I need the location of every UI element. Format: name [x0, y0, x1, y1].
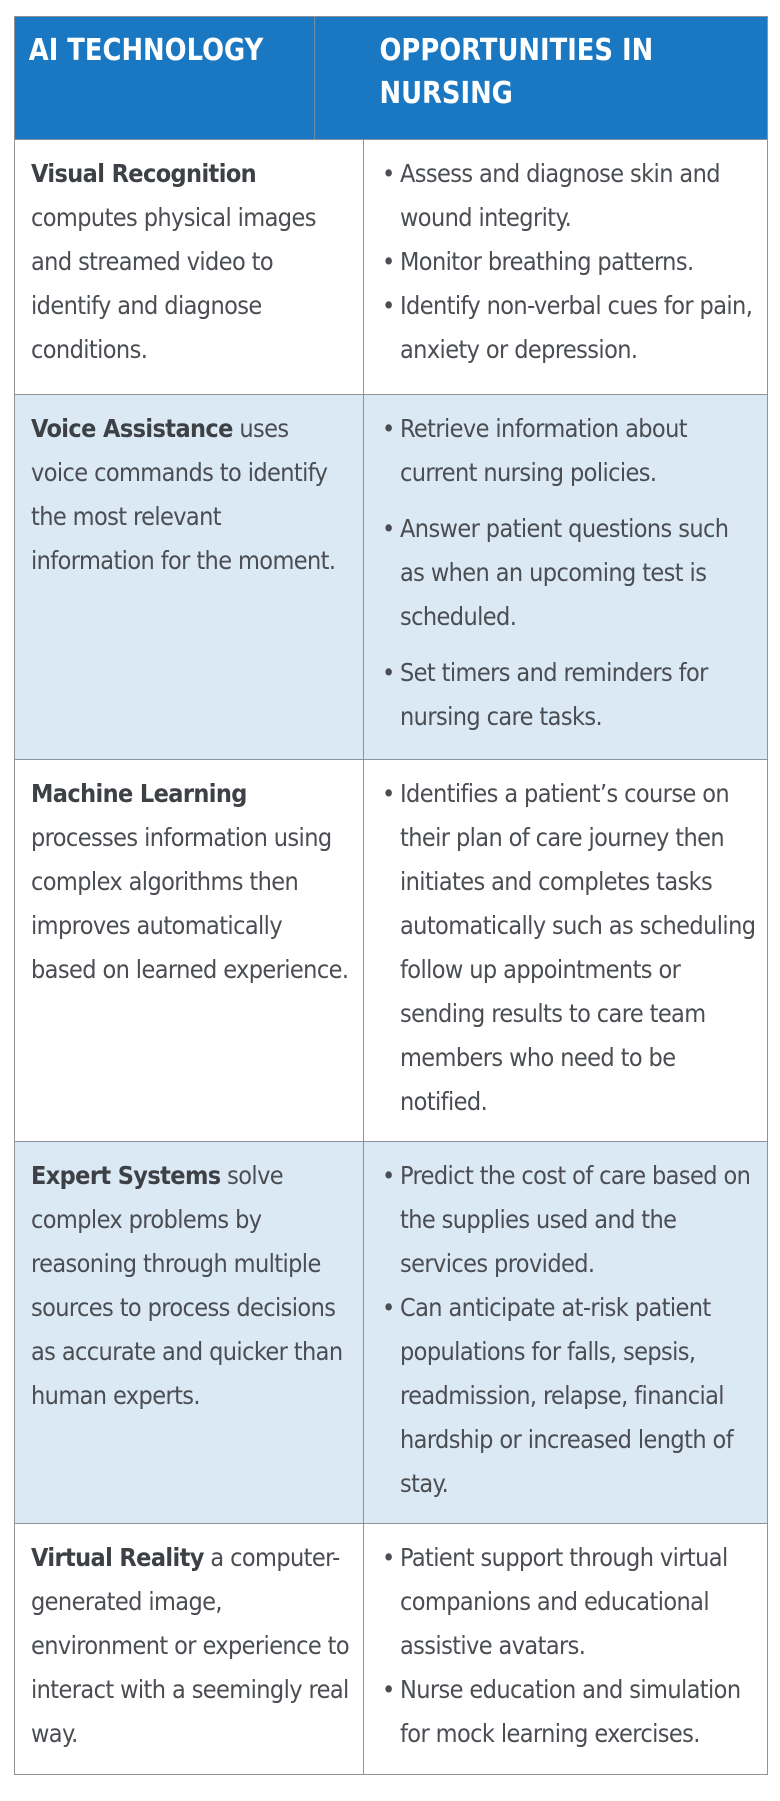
technology-term: Virtual Reality [31, 1543, 204, 1572]
technology-term: Visual Recognition [31, 159, 257, 188]
technology-term: Voice Assistance [31, 414, 233, 443]
opportunities-cell [364, 1142, 767, 1523]
ai-nursing-table [14, 16, 768, 1775]
list-item: • Answer patient questions such as when an upcoming test is scheduled. [382, 507, 757, 639]
technology-description: computes physical images and streamed video to identify and diagnose conditions. [31, 203, 316, 364]
opportunities-list [382, 407, 757, 739]
table-row [15, 395, 767, 760]
technology-description: uses voice commands to identify the most relevant information for the moment. [31, 414, 336, 575]
header-ai-technology-label: AI TECHNOLOGY [28, 33, 264, 68]
list-item: • Predict the cost of care based on the supplies used and the services provided. [382, 1154, 757, 1286]
opportunities-list [382, 152, 757, 372]
header-opportunities [364, 17, 711, 139]
technology-description: a computer-generated image, environment or experience to interact with a seemingly real way. [31, 1543, 350, 1748]
table-row [15, 760, 767, 1142]
opportunities-list [382, 1536, 757, 1756]
technology-term: Machine Learning [31, 779, 247, 808]
opportunities-cell [364, 395, 767, 759]
technology-cell [15, 140, 364, 394]
list-item: • Can anticipate at-risk patient populations for falls, sepsis, readmission, relapse, financial hardship or increased length of stay. [382, 1286, 757, 1506]
list-item: • Nurse education and simulation for mock learning exercises. [382, 1668, 757, 1756]
table-row [15, 1524, 767, 1774]
header-opportunities-line1: OPPORTUNITIES IN [379, 33, 654, 68]
table-row [15, 140, 767, 395]
opportunities-cell [364, 1524, 767, 1774]
technology-cell [15, 1142, 364, 1523]
opportunities-cell [364, 140, 767, 394]
list-item: • Monitor breathing patterns. [382, 240, 757, 284]
technology-description: solve complex problems by reasoning through multiple sources to process decisions as accurate and quicker than human experts. [31, 1161, 343, 1410]
opportunities-list [382, 772, 757, 1124]
technology-description: processes information using complex algorithms then improves automatically based on learned experience. [31, 823, 349, 984]
technology-term: Expert Systems [31, 1161, 221, 1190]
header-ai-technology [15, 17, 315, 139]
opportunities-cell [364, 760, 767, 1141]
list-item: • Identify non-verbal cues for pain, anxiety or depression. [382, 284, 757, 372]
table-row [15, 1142, 767, 1524]
technology-cell [15, 760, 364, 1141]
opportunities-list [382, 1154, 757, 1506]
list-item: • Retrieve information about current nursing policies. [382, 407, 757, 495]
header-opportunities-line2: NURSING [379, 76, 513, 111]
list-item: • Identifies a patient’s course on their plan of care journey then initiates and completes tasks automatically such as scheduling follow up appointments or sending results to care team members who need to be notified. [382, 772, 757, 1124]
table-header-row [15, 17, 767, 140]
list-item: • Patient support through virtual companions and educational assistive avatars. [382, 1536, 757, 1668]
list-item: • Assess and diagnose skin and wound integrity. [382, 152, 757, 240]
technology-cell [15, 395, 364, 759]
list-item: • Set timers and reminders for nursing care tasks. [382, 651, 757, 739]
technology-cell [15, 1524, 364, 1774]
